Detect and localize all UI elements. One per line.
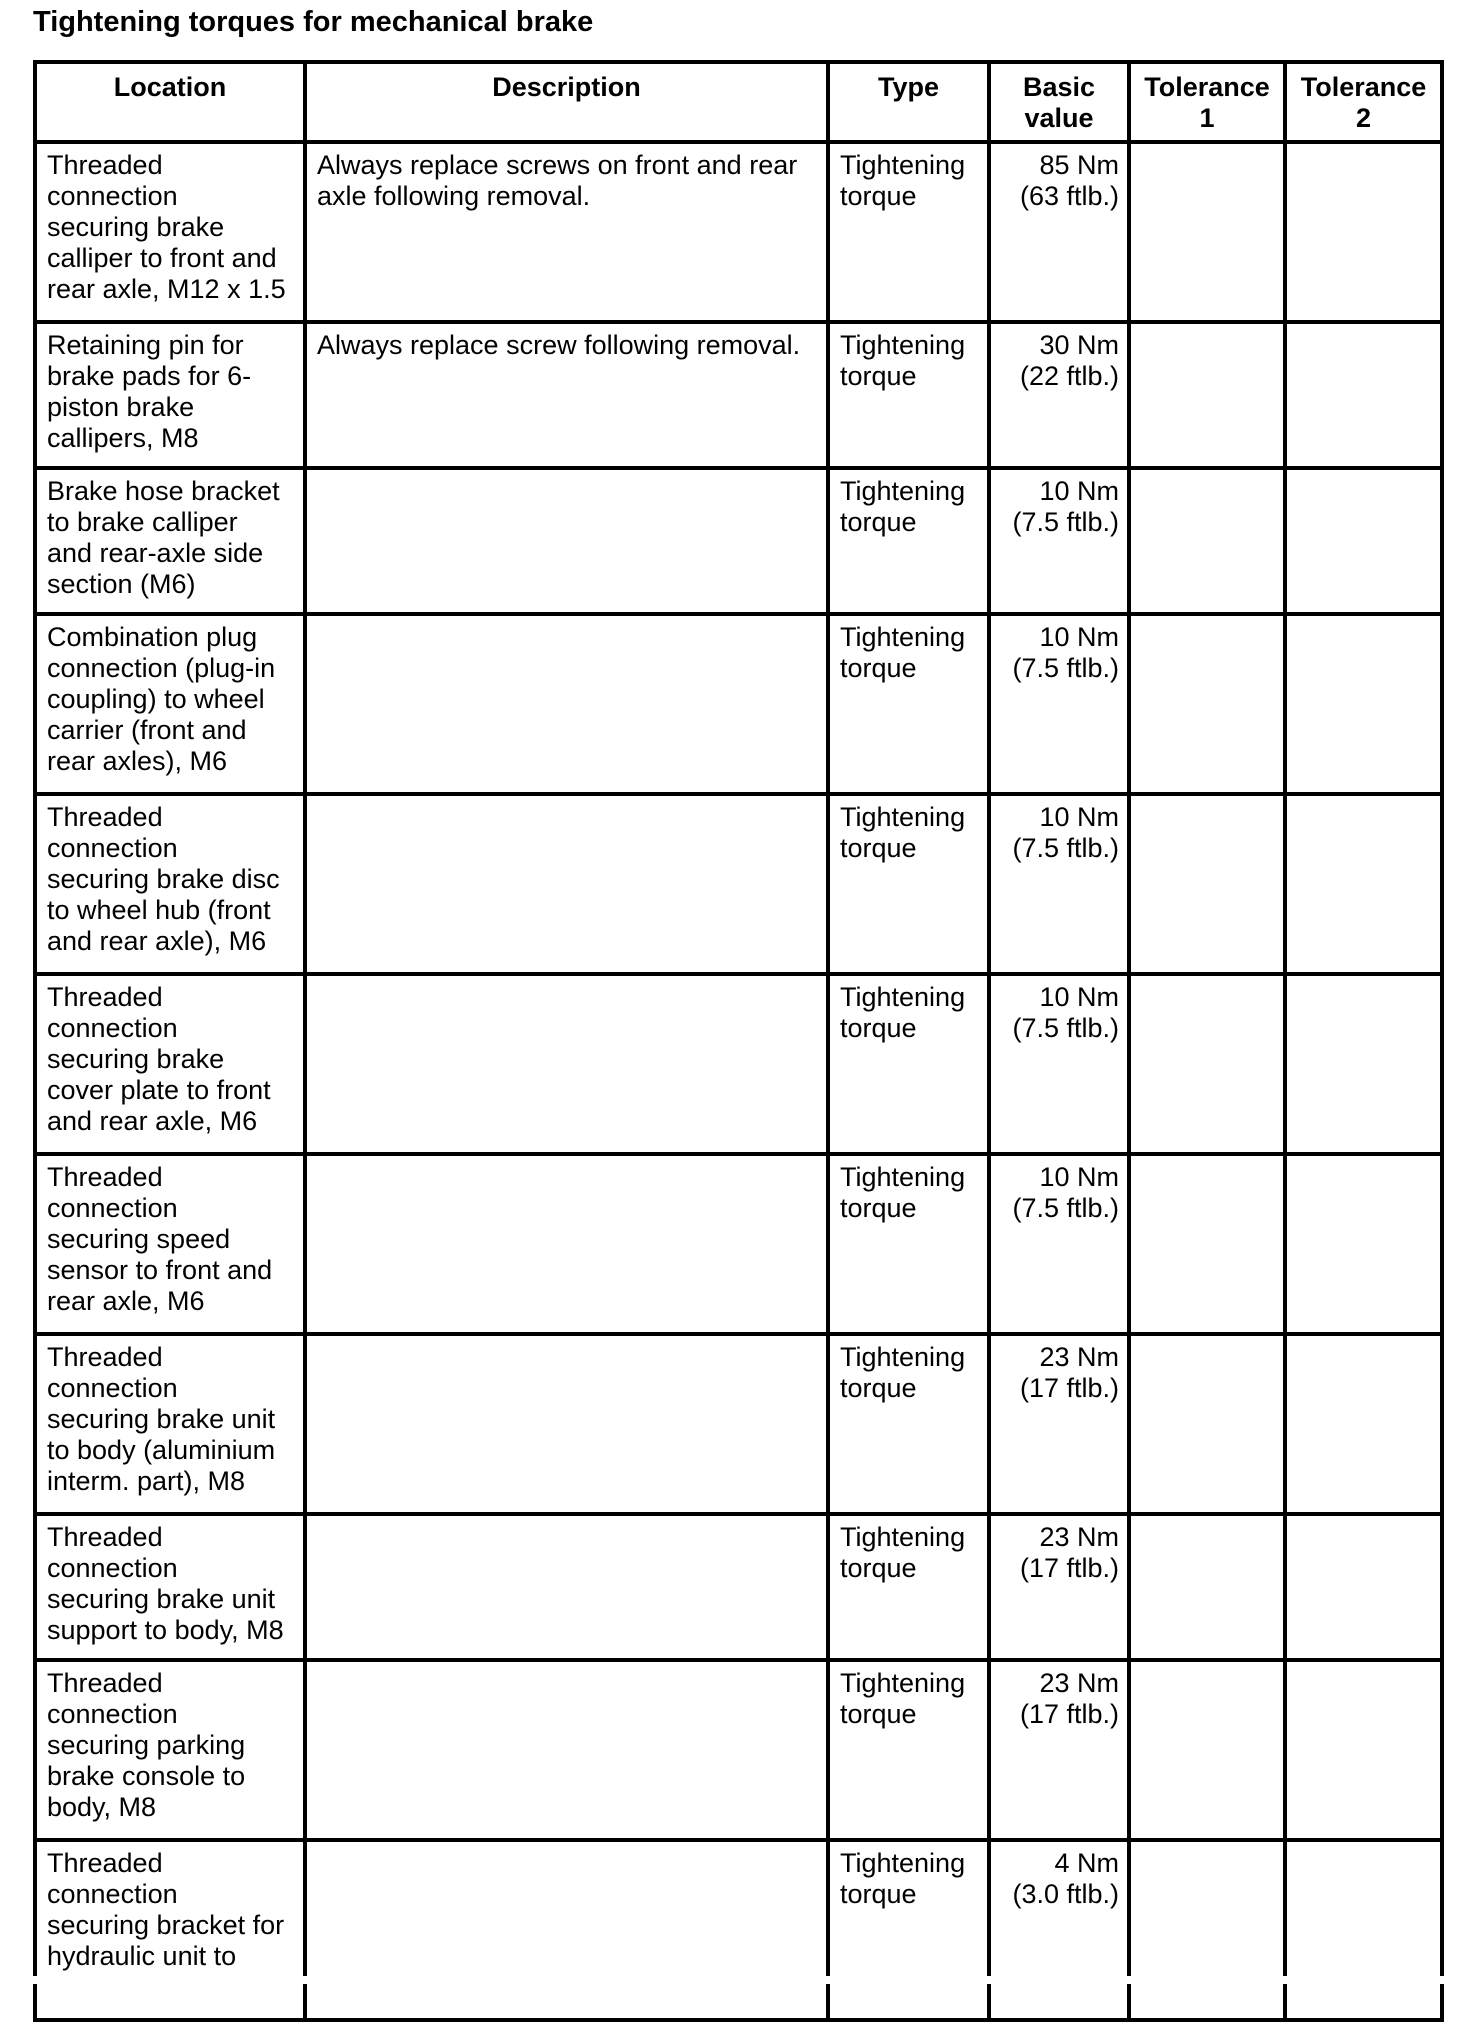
cell-description bbox=[305, 1334, 828, 1514]
table-row bbox=[35, 1514, 1442, 1660]
cell-location-line: to wheel hub (front bbox=[47, 895, 271, 925]
cell-location-line: Retaining pin for bbox=[47, 330, 244, 360]
header-location: Location bbox=[35, 62, 305, 142]
cell-basic-value bbox=[989, 142, 1129, 322]
cell-location-line: support to body, M8 bbox=[47, 1615, 284, 1645]
cell-type-line: torque bbox=[840, 181, 917, 211]
cell-type-line: Tightening bbox=[840, 1848, 966, 1878]
cell-location-line: carrier (front and bbox=[47, 715, 247, 745]
cell-basic-value-line: 23 Nm bbox=[1039, 1342, 1119, 1372]
cell-location bbox=[35, 1334, 305, 1514]
cell-description-line: Always replace screw following removal. bbox=[317, 330, 801, 360]
cell-basic-value-line: (7.5 ftlb.) bbox=[1012, 507, 1119, 537]
page-bottom-edge bbox=[0, 1976, 1472, 1984]
cell-location-line: coupling) to wheel bbox=[47, 684, 265, 714]
cell-basic-value-line: 10 Nm bbox=[1039, 622, 1119, 652]
cell-location-line: Threaded bbox=[47, 1848, 163, 1878]
cell-location bbox=[35, 1840, 305, 2020]
cell-type bbox=[828, 974, 989, 1154]
cell-location-line: securing brake unit bbox=[47, 1584, 276, 1614]
cell-type-line: torque bbox=[840, 653, 917, 683]
cell-type-line: Tightening bbox=[840, 1342, 966, 1372]
cell-tolerance-1 bbox=[1129, 322, 1285, 468]
cell-tolerance-2 bbox=[1285, 794, 1442, 974]
cell-basic-value-line: 23 Nm bbox=[1039, 1522, 1119, 1552]
cell-location bbox=[35, 322, 305, 468]
cell-type-line: torque bbox=[840, 1699, 917, 1729]
table-row bbox=[35, 614, 1442, 794]
cell-type-line: Tightening bbox=[840, 150, 966, 180]
cell-location-line: Threaded bbox=[47, 1162, 163, 1192]
cell-basic-value bbox=[989, 1334, 1129, 1514]
cell-location bbox=[35, 142, 305, 322]
cell-tolerance-1 bbox=[1129, 1154, 1285, 1334]
cell-basic-value-line: 4 Nm bbox=[1054, 1848, 1119, 1878]
cell-type bbox=[828, 1840, 989, 2020]
cell-type bbox=[828, 1154, 989, 1334]
cell-type-line: Tightening bbox=[840, 802, 966, 832]
cell-basic-value-line: 10 Nm bbox=[1039, 1162, 1119, 1192]
cell-location-line: Combination plug bbox=[47, 622, 258, 652]
cell-type-line: Tightening bbox=[840, 330, 966, 360]
cell-basic-value-line: (7.5 ftlb.) bbox=[1012, 1013, 1119, 1043]
cell-basic-value-line: 10 Nm bbox=[1039, 982, 1119, 1012]
cell-tolerance-2 bbox=[1285, 1660, 1442, 1840]
cell-location-line: rear axles), M6 bbox=[47, 746, 228, 776]
cell-description bbox=[305, 794, 828, 974]
cell-basic-value-line: (3.0 ftlb.) bbox=[1012, 1879, 1119, 1909]
cell-type-line: torque bbox=[840, 361, 917, 391]
cell-type bbox=[828, 1660, 989, 1840]
cell-location-line: connection bbox=[47, 1553, 178, 1583]
cell-location-line: connection bbox=[47, 1193, 178, 1223]
cell-location-line: securing brake disc bbox=[47, 864, 280, 894]
table-row bbox=[35, 1154, 1442, 1334]
cell-location-line: and rear-axle side bbox=[47, 538, 264, 568]
cell-location-line: connection (plug-in bbox=[47, 653, 276, 683]
table-row bbox=[35, 794, 1442, 974]
cell-basic-value-line: (63 ftlb.) bbox=[1019, 181, 1119, 211]
cell-location-line: interm. part), M8 bbox=[47, 1466, 246, 1496]
cell-basic-value-line: 30 Nm bbox=[1039, 330, 1119, 360]
cell-location-line: Threaded bbox=[47, 1522, 163, 1552]
cell-basic-value-line: (17 ftlb.) bbox=[1019, 1699, 1119, 1729]
cell-tolerance-1 bbox=[1129, 614, 1285, 794]
cell-location bbox=[35, 974, 305, 1154]
cell-tolerance-2 bbox=[1285, 142, 1442, 322]
header-tolerance-1: Tolerance 1 bbox=[1129, 62, 1285, 142]
cell-type-line: Tightening bbox=[840, 982, 966, 1012]
cell-tolerance-1 bbox=[1129, 974, 1285, 1154]
cell-location bbox=[35, 794, 305, 974]
cell-location-line: to brake calliper bbox=[47, 507, 238, 537]
cell-location bbox=[35, 468, 305, 614]
cell-location-line: callipers, M8 bbox=[47, 423, 199, 453]
cell-description bbox=[305, 1154, 828, 1334]
cell-location bbox=[35, 614, 305, 794]
cell-basic-value bbox=[989, 1660, 1129, 1840]
cell-description bbox=[305, 142, 828, 322]
cell-location-line: section (M6) bbox=[47, 569, 196, 599]
cell-type-line: Tightening bbox=[840, 1522, 966, 1552]
header-row bbox=[35, 62, 1442, 142]
torque-table bbox=[33, 60, 1444, 2022]
cell-basic-value-line: 10 Nm bbox=[1039, 476, 1119, 506]
cell-location-line: connection bbox=[47, 1699, 178, 1729]
header-type: Type bbox=[828, 62, 989, 142]
cell-basic-value bbox=[989, 1514, 1129, 1660]
cell-location-line: rear axle, M6 bbox=[47, 1286, 205, 1316]
cell-description-line: axle following removal. bbox=[317, 181, 591, 211]
cell-type-line: Tightening bbox=[840, 1162, 966, 1192]
cell-basic-value-line: (17 ftlb.) bbox=[1019, 1373, 1119, 1403]
cell-type bbox=[828, 322, 989, 468]
cell-type bbox=[828, 1334, 989, 1514]
cell-type bbox=[828, 614, 989, 794]
cell-tolerance-1 bbox=[1129, 1840, 1285, 2020]
cell-location-line: connection bbox=[47, 833, 178, 863]
cell-type bbox=[828, 142, 989, 322]
cell-location-line: cover plate to front bbox=[47, 1075, 271, 1105]
cell-basic-value-line: (22 ftlb.) bbox=[1019, 361, 1119, 391]
cell-basic-value bbox=[989, 974, 1129, 1154]
cell-tolerance-1 bbox=[1129, 1660, 1285, 1840]
cell-tolerance-1 bbox=[1129, 1514, 1285, 1660]
cell-location-line: connection bbox=[47, 1879, 178, 1909]
cell-location-line: Threaded bbox=[47, 1342, 163, 1372]
cell-basic-value-line: (7.5 ftlb.) bbox=[1012, 1193, 1119, 1223]
table-row bbox=[35, 142, 1442, 322]
cell-tolerance-1 bbox=[1129, 794, 1285, 974]
cell-type-line: torque bbox=[840, 1193, 917, 1223]
cell-location-line: brake pads for 6- bbox=[47, 361, 252, 391]
cell-description bbox=[305, 1514, 828, 1660]
cell-basic-value bbox=[989, 614, 1129, 794]
cell-location-line: securing bracket for bbox=[47, 1910, 285, 1940]
cell-location-line: rear axle, M12 x 1.5 bbox=[47, 274, 286, 304]
cell-basic-value-line: (7.5 ftlb.) bbox=[1012, 833, 1119, 863]
cell-location-line: connection bbox=[47, 1013, 178, 1043]
cell-location-line: and rear axle, M6 bbox=[47, 1106, 258, 1136]
cell-location-line: body, M8 bbox=[47, 1792, 157, 1822]
cell-type bbox=[828, 1514, 989, 1660]
cell-basic-value bbox=[989, 322, 1129, 468]
cell-tolerance-1 bbox=[1129, 1334, 1285, 1514]
cell-tolerance-1 bbox=[1129, 142, 1285, 322]
cell-location bbox=[35, 1514, 305, 1660]
cell-tolerance-2 bbox=[1285, 1514, 1442, 1660]
cell-location-line: to body (aluminium bbox=[47, 1435, 276, 1465]
cell-location-line: hydraulic unit to bbox=[47, 1941, 237, 1971]
cell-description bbox=[305, 614, 828, 794]
table-row bbox=[35, 1660, 1442, 1840]
cell-location-line: sensor to front and bbox=[47, 1255, 273, 1285]
cell-location bbox=[35, 1154, 305, 1334]
cell-tolerance-2 bbox=[1285, 468, 1442, 614]
cell-type-line: torque bbox=[840, 507, 917, 537]
table-row bbox=[35, 1334, 1442, 1514]
header-tolerance-2: Tolerance 2 bbox=[1285, 62, 1442, 142]
cell-tolerance-2 bbox=[1285, 614, 1442, 794]
cell-type-line: torque bbox=[840, 1879, 917, 1909]
header-description: Description bbox=[305, 62, 828, 142]
cell-description-line: Always replace screws on front and rear bbox=[317, 150, 798, 180]
cell-tolerance-2 bbox=[1285, 322, 1442, 468]
cell-location-line: Threaded bbox=[47, 150, 163, 180]
cell-description bbox=[305, 322, 828, 468]
cell-type-line: torque bbox=[840, 1373, 917, 1403]
cell-location-line: securing brake unit bbox=[47, 1404, 276, 1434]
cell-basic-value-line: (7.5 ftlb.) bbox=[1012, 653, 1119, 683]
cell-type-line: Tightening bbox=[840, 476, 966, 506]
cell-tolerance-2 bbox=[1285, 1334, 1442, 1514]
cell-basic-value bbox=[989, 1154, 1129, 1334]
page-title: Tightening torques for mechanical brake bbox=[33, 6, 594, 38]
cell-location-line: Threaded bbox=[47, 1668, 163, 1698]
cell-tolerance-2 bbox=[1285, 1840, 1442, 2020]
cell-location-line: securing brake bbox=[47, 212, 225, 242]
cell-basic-value bbox=[989, 1840, 1129, 2020]
table-row bbox=[35, 468, 1442, 614]
cell-tolerance-2 bbox=[1285, 1154, 1442, 1334]
cell-location-line: and rear axle), M6 bbox=[47, 926, 267, 956]
cell-location-line: securing parking bbox=[47, 1730, 246, 1760]
cell-location-line: Brake hose bracket bbox=[47, 476, 280, 506]
cell-location-line: connection bbox=[47, 181, 178, 211]
cell-location-line: Threaded bbox=[47, 982, 163, 1012]
cell-type bbox=[828, 468, 989, 614]
cell-type-line: Tightening bbox=[840, 1668, 966, 1698]
cell-location-line: calliper to front and bbox=[47, 243, 277, 273]
cell-basic-value-line: 85 Nm bbox=[1039, 150, 1119, 180]
cell-basic-value-line: 23 Nm bbox=[1039, 1668, 1119, 1698]
cell-basic-value bbox=[989, 468, 1129, 614]
cell-location-line: securing brake bbox=[47, 1044, 225, 1074]
table-body bbox=[35, 142, 1442, 2020]
cell-location bbox=[35, 1660, 305, 1840]
cell-description bbox=[305, 1840, 828, 2020]
cell-location-line: piston brake bbox=[47, 392, 195, 422]
cell-description bbox=[305, 1660, 828, 1840]
cell-tolerance-2 bbox=[1285, 974, 1442, 1154]
cell-basic-value-line: (17 ftlb.) bbox=[1019, 1553, 1119, 1583]
cell-location-line: brake console to bbox=[47, 1761, 246, 1791]
cell-description bbox=[305, 468, 828, 614]
cell-type-line: torque bbox=[840, 1553, 917, 1583]
cell-tolerance-1 bbox=[1129, 468, 1285, 614]
cell-type-line: torque bbox=[840, 1013, 917, 1043]
cell-type bbox=[828, 794, 989, 974]
cell-type-line: Tightening bbox=[840, 622, 966, 652]
cell-basic-value bbox=[989, 794, 1129, 974]
header-basic-value: Basic value bbox=[989, 62, 1129, 142]
cell-location-line: connection bbox=[47, 1373, 178, 1403]
table-row bbox=[35, 1840, 1442, 2020]
table-row bbox=[35, 974, 1442, 1154]
table-row bbox=[35, 322, 1442, 468]
cell-location-line: Threaded bbox=[47, 802, 163, 832]
cell-description bbox=[305, 974, 828, 1154]
cell-type-line: torque bbox=[840, 833, 917, 863]
cell-basic-value-line: 10 Nm bbox=[1039, 802, 1119, 832]
cell-location-line: securing speed bbox=[47, 1224, 231, 1254]
